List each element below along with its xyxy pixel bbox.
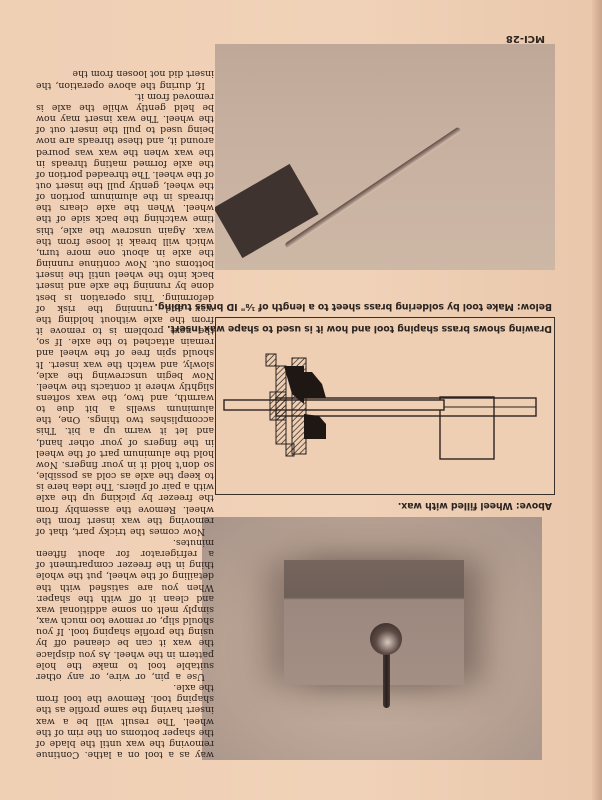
paragraph: If, during the above operation, the insert did not loosen from the xyxy=(36,68,214,91)
article-body-column xyxy=(36,68,214,760)
paragraph: Now comes the tricky part, that of removing the wax insert from the wheel. Remove the assembly from the freezer by picking up the axle with a pair of pliers. The idea here is to keep the axle as cold as possible, so don't hold it in your fingers. Now hold the aluminum part of the wheel in the fingers of your other hand, and let it warm up a bit. This accomplishes two things. One, the aluminum swells a bit due to warmth, and two, the wax softens slightly where it contacts the wheel. Now begin unscrewing the axle, slowly, and watch the wax insert. It should spin free of the wheel and remain attached to the axle. If so, the next problem is to remove it from the axle without holding the wax and running the risk of deforming. This operation is best done by running the axle and insert back into the wheel until the insert bottoms out. Now continue running the axle in about one more turn, which will break it loose from the wax. Again unscrew the axle, this time watching the back side of the wheel. When the axle clears the threads in the aluminum portion of the wheel, gently pull the insert out of the wheel. The threaded portion of the axle formed mating threads in the wax when the wax was poured around it, and these threads are now being used to pull the insert out of the wheel. The wax insert may now be held gently while the axle is removed from it. xyxy=(36,90,214,537)
wheel-in-wax-photo xyxy=(202,517,542,760)
shaping-tool-drawing xyxy=(215,317,555,495)
paragraph: Use a pin, or wire, or any other suitable tool to make the hole pattern in the wheel. As you displace the wax it can be cleaned off by using the profile shaping tool. If you should slip, or remove too much wax, simply melt on some additional wax and clean it off with the shaper. When you are satisfied with the detailing of the wheel, put the whole thing in the freezer compartment of a refrigerator for about fifteen minutes. xyxy=(36,537,214,682)
brass-tube xyxy=(284,127,461,249)
drawing-caption: Drawing shows brass shaping tool and how it is used to shape wax insert. xyxy=(167,323,552,334)
paragraph: way as a tool on a lathe. Continue removing the wax until the blade of the shaper bottoms on the rim of the wheel. The result will be a wax insert having the same profile as the shaping tool. Remove the tool from the axle. xyxy=(36,682,214,760)
brass-tool-photo xyxy=(215,44,555,270)
wheel-photo-caption: Above: Wheel filled with wax. xyxy=(397,500,552,511)
wax-block xyxy=(284,560,464,685)
page-binding-edge xyxy=(592,0,602,800)
wheel-hub xyxy=(370,623,402,655)
page-number: MCI-28 xyxy=(505,33,545,44)
cross-section-diagram xyxy=(216,318,554,494)
tool-photo-caption: Below: Make tool by soldering brass sheet to a length of ⅛" ID brass tubing. xyxy=(154,301,552,312)
brass-blade xyxy=(215,164,319,258)
